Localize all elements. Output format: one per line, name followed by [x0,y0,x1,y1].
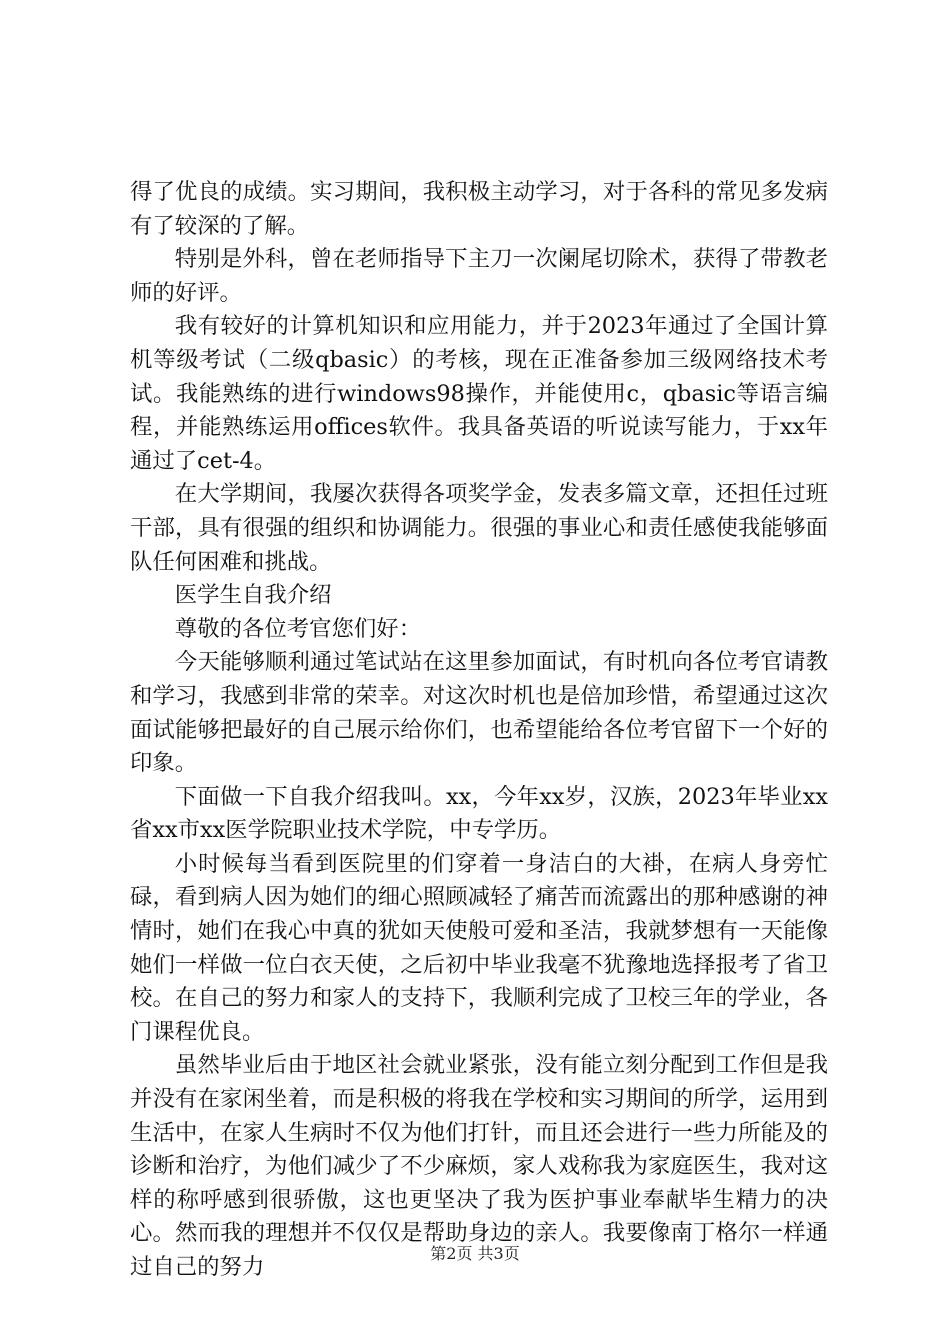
paragraph-9: 小时候每当看到医院里的们穿着一身洁白的大褂，在病人身旁忙碌，看到病人因为她们的细心照顾减轻了痛苦而流露出的那种感谢的神情时，她们在我心中真的犹如天使般可爱和圣洁，我就梦想有一天能像她们一样做一位白衣天使，之后初中毕业我毫不犹豫地选择报考了省卫校。在自己的努力和家人的支持下，我顺利完成了卫校三年的学业，各门课程优良。 [130,850,828,1045]
paragraph-1: 得了优良的成绩。实习期间，我积极主动学习，对于各科的常见多发病有了较深的了解。 [130,179,828,239]
document-body [130,176,828,1285]
paragraph-10: 虽然毕业后由于地区社会就业紧张，没有能立刻分配到工作但是我并没有在家闲坐着，而是积极的将我在学校和实习期间的所学，运用到生活中，在家人生病时不仅为他们打针，而且还会进行一些力所能及的诊断和治疗，为他们减少了不少麻烦，家人戏称我为家庭医生，我对这样的称呼感到很骄傲，这也更坚决了我为医护事业奉献毕生精力的决心。然而我的理想并不仅仅是帮助身边的亲人。我要像南丁格尔一样通过自己的努力 [130,1052,828,1280]
greeting: 尊敬的各位考官您们好： [174,615,422,642]
paragraph-4: 在大学期间，我屡次获得各项奖学金，发表多篇文章，还担任过班干部，具有很强的组织和协调能力。很强的事业心和责任感使我能够面队任何困难和挑战。 [130,481,828,575]
section-heading: 医学生自我介绍 [174,582,332,609]
paragraph-7: 今天能够顺利通过笔试站在这里参加面试，有时机向各位考官请教和学习，我感到非常的荣幸。对这次时机也是倍加珍惜，希望通过这次面试能够把最好的自己展示给你们，也希望能给各位考官留下一个好的印象。 [130,649,828,777]
page-footer: 第2页 共3页 [430,1244,520,1263]
paragraph-3: 我有较好的计算机知识和应用能力，并于2023年通过了全国计算机等级考试（二级qbasic）的考核，现在正准备参加三级网络技术考试。我能熟练的进行windows98操作，并能使用c，qbasic等语言编程，并能熟练运用offices软件。我具备英语的听说读写能力，于xx年通过了cet-4。 [130,313,828,474]
paragraph-8: 下面做一下自我介绍我叫。xx，今年xx岁，汉族，2023年毕业xx省xx市xx医学院职业技术学院，中专学历。 [130,783,828,844]
paragraph-2: 特别是外科，曾在老师指导下主刀一次阑尾切除术，获得了带教老师的好评。 [130,246,828,306]
